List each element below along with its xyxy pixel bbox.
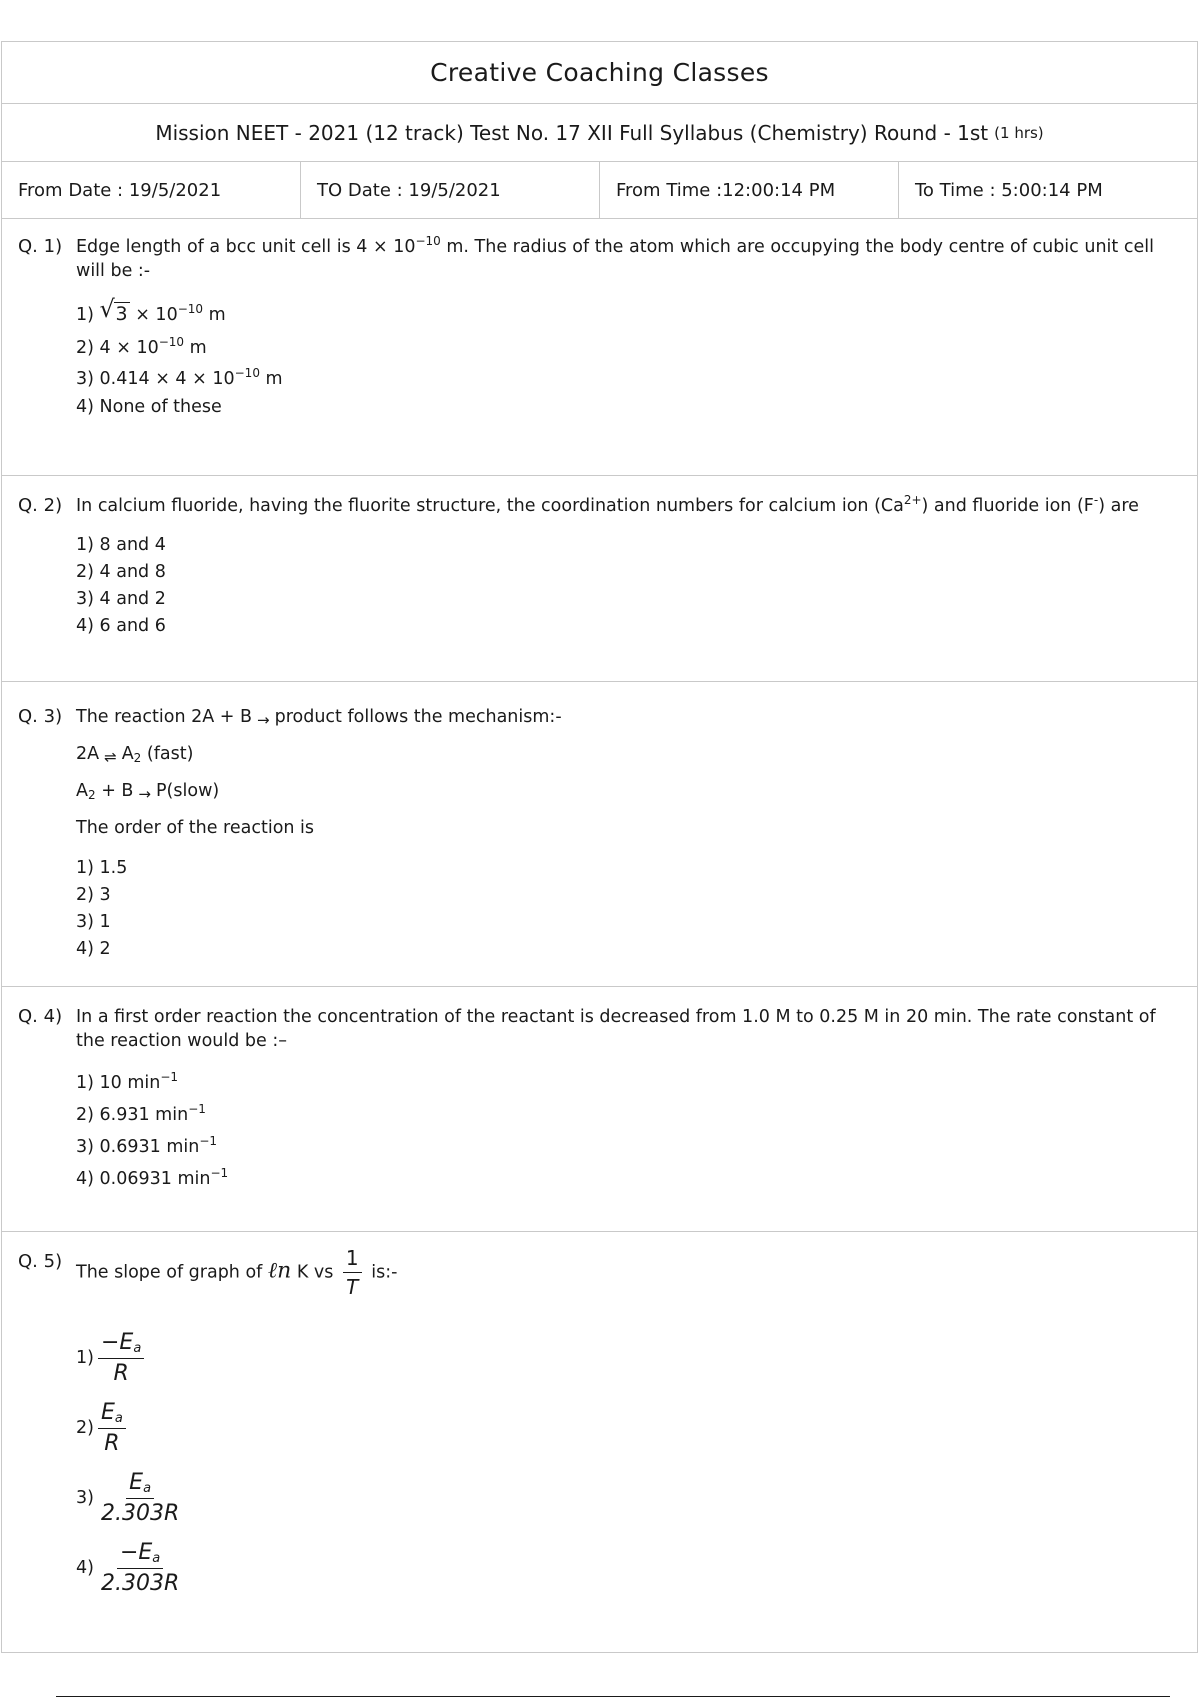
to-date-cell: TO Date : 19/5/2021 bbox=[301, 162, 600, 218]
question-number: Q. 2) bbox=[18, 495, 63, 516]
option-1: 1) $\frac{-E_a}{R}$ bbox=[76, 1323, 1173, 1393]
fraction: $\frac{E_a}{R}$ bbox=[98, 1400, 126, 1457]
option-1: 1) 1.5 bbox=[76, 858, 128, 878]
options-list bbox=[76, 1067, 1173, 1195]
question-text: In a first order reaction the concentration of the reactant is decreased from 1.0 M to 0.25 M in 20 min. The rate constant of the reaction would be :– bbox=[76, 1007, 1156, 1051]
option-4: 4) 6 and 6 bbox=[76, 616, 166, 636]
question-paper bbox=[1, 41, 1198, 1653]
equilibrium-arrow-icon: ⇌ bbox=[104, 748, 117, 766]
options-list bbox=[76, 532, 1173, 640]
option-4: 4) 0.06931 $\min^{-1}$ bbox=[76, 1166, 229, 1189]
institute-title: Creative Coaching Classes bbox=[430, 58, 769, 87]
option-2: 2) $\frac{E_a}{R}$ bbox=[76, 1393, 1173, 1463]
option-3: 3) 1 bbox=[76, 912, 111, 932]
option-3: 3) 4 and 2 bbox=[76, 589, 166, 609]
option-3: 3) 0.6931 $\min^{-1}$ bbox=[76, 1134, 218, 1157]
question-3 bbox=[2, 682, 1197, 987]
question-5 bbox=[2, 1232, 1197, 1652]
options-list bbox=[76, 1323, 1173, 1603]
natural-log-symbol: ℓn bbox=[267, 1258, 292, 1284]
institute-title-row bbox=[2, 42, 1197, 104]
square-root: √ 3 bbox=[99, 295, 128, 325]
schedule-row bbox=[2, 162, 1197, 219]
options-list bbox=[76, 297, 1173, 421]
question-number: Q. 1) bbox=[18, 236, 63, 257]
question-number: Q. 3) bbox=[18, 706, 63, 727]
question-text: The reaction 2A + B → product follows the mechanism:- 2A ⇌ $A_2$ (fast) $A_2 + B$ → P(slow) The order of the reaction is bbox=[76, 707, 562, 838]
test-duration: (1 hrs) bbox=[994, 123, 1044, 142]
question-1 bbox=[2, 219, 1197, 476]
test-subtitle-row bbox=[2, 104, 1197, 162]
option-2: 2) 3 bbox=[76, 885, 111, 905]
from-date-cell: From Date : 19/5/2021 bbox=[2, 162, 301, 218]
question-text: The slope of graph of ℓn K vs $\frac{1}{T}$ is:- bbox=[76, 1246, 398, 1299]
question-text: Edge length of a bcc unit cell is $4 \times 10^{-10}$ m. The radius of the atom which are occupying the body centre of cubic unit cell will be :- bbox=[76, 234, 1154, 281]
right-arrow-icon: → bbox=[138, 785, 151, 803]
test-subtitle: Mission NEET - 2021 (12 track) Test No. 17 XII Full Syllabus (Chemistry) Round - 1st bbox=[155, 120, 989, 145]
from-time-cell: From Time :12:00:14 PM bbox=[600, 162, 899, 218]
option-1: 1) 10 $\min^{-1}$ bbox=[76, 1070, 179, 1093]
option-2: 2) 4 and 8 bbox=[76, 562, 166, 582]
fraction-one-over-t: $\frac{1}{T}$ bbox=[343, 1246, 362, 1299]
option-4: 4) None of these bbox=[76, 397, 222, 417]
fraction: $\frac{-E_a}{R}$ bbox=[98, 1330, 144, 1387]
option-2: 2) $4 \times 10^{-10}$ m bbox=[76, 335, 207, 358]
option-3: 3) $0.414 \times 4 \times 10^{-10}$ m bbox=[76, 366, 283, 389]
question-text: In calcium fluoride, having the fluorite structure, the coordination numbers for calcium ion $(Ca^{2+})$ and fluoride ion (F-) are bbox=[76, 493, 1139, 516]
question-number: Q. 4) bbox=[18, 1006, 63, 1027]
option-4: 4) $\frac{-E_a}{2.303R}$ bbox=[76, 1533, 1173, 1603]
footer-divider bbox=[56, 1696, 1170, 1697]
to-time-cell: To Time : 5:00:14 PM bbox=[915, 179, 1103, 201]
question-4 bbox=[2, 987, 1197, 1232]
question-number: Q. 5) bbox=[18, 1251, 63, 1272]
option-1: 1) √ $3 \times 10^{-10}$ m bbox=[76, 297, 1173, 332]
right-arrow-icon: → bbox=[257, 711, 270, 729]
option-4: 4) 2 bbox=[76, 939, 111, 959]
fraction: $\frac{E_a}{2.303R}$ bbox=[100, 1469, 180, 1526]
options-list bbox=[76, 855, 1173, 963]
option-3: 3) $\frac{E_a}{2.303R}$ bbox=[76, 1463, 1173, 1533]
option-2: 2) 6.931 $\min^{-1}$ bbox=[76, 1102, 206, 1125]
option-1: 1) 8 and 4 bbox=[76, 535, 166, 555]
question-2 bbox=[2, 476, 1197, 682]
fraction: $\frac{-E_a}{2.303R}$ bbox=[100, 1539, 180, 1596]
